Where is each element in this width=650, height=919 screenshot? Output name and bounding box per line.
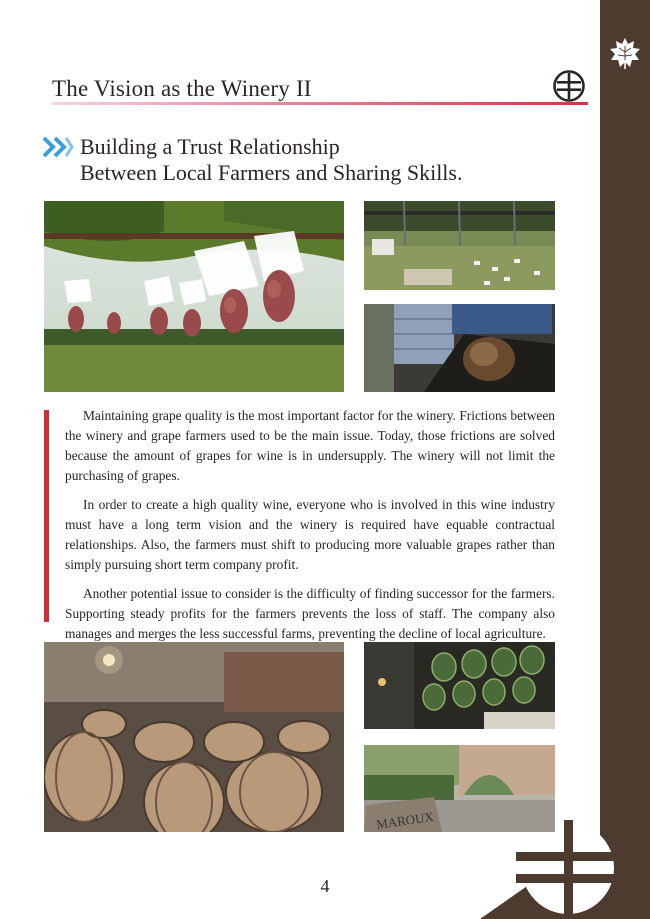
body-paragraph-2: In order to create a high quality wine, everyone who is involved in this wine industry must have a long term vision and the winery is required have equable contractual relationships. Also, the farmers must shift to producing more valuable grapes rather than simply pursuing short term company profit. xyxy=(65,497,555,572)
body-paragraph-3: Another potential issue to consider is the difficulty of finding successor for the farmers. Supporting steady profits for the farmers prevents the loss of staff. The company also manages and merges the less successful farms, preventing the decline of local agriculture. xyxy=(65,586,555,641)
winery-sign-text: MAROUX xyxy=(375,808,435,832)
photo-grape-pouring xyxy=(364,304,555,392)
paragraph-accent-bar xyxy=(44,410,49,622)
grape-leaf-icon xyxy=(608,36,642,70)
side-strip xyxy=(600,0,650,919)
photo-vineyard-harvest xyxy=(364,201,555,290)
article-body xyxy=(65,406,555,653)
header-underline xyxy=(52,102,588,105)
photo-winery-entrance xyxy=(364,745,555,832)
section-title-line2: Between Local Farmers and Sharing Skills. xyxy=(80,160,463,185)
page-number: 4 xyxy=(320,876,330,896)
section-title xyxy=(80,134,462,186)
section-title-line1: Building a Trust Relationship xyxy=(80,134,340,159)
winery-logo-icon xyxy=(553,70,585,102)
photo-grape-vines xyxy=(44,201,344,392)
photo-barrel-cellar xyxy=(44,642,344,832)
photo-wine-bottles xyxy=(364,642,555,729)
double-chevron-icon xyxy=(42,136,74,158)
page-header-title: The Vision as the Winery II xyxy=(52,76,312,101)
body-paragraph-1: Maintaining grape quality is the most important factor for the winery. Frictions between the winery and grape farmers used to be the main issue. Today, those frictions are solved because the amount of grapes for wine is in undersupply. The winery will not limit the purchasing of grapes. xyxy=(65,408,555,483)
